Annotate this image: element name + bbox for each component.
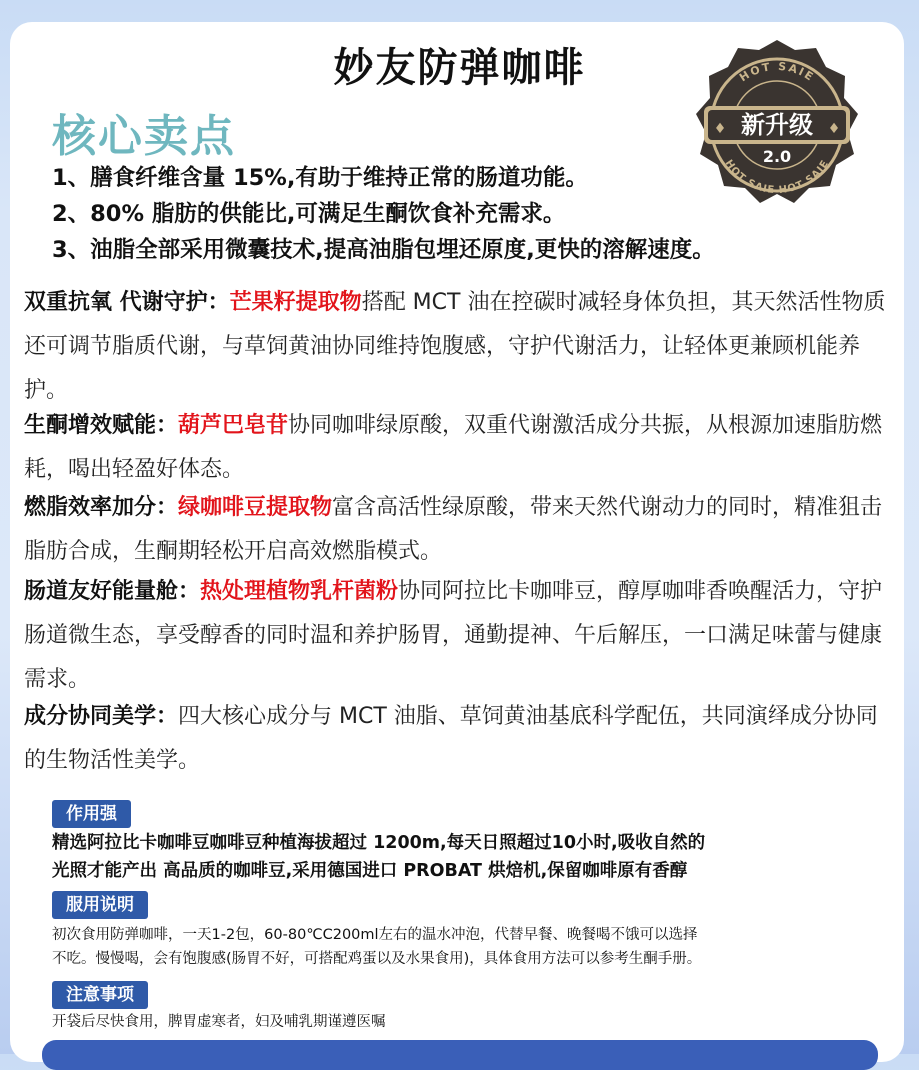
- section-tag-usage: 服用说明: [52, 891, 148, 919]
- feature-paragraph: 燃脂效率加分：绿咖啡豆提取物富含高活性绿原酸，带来天然代谢动力的同时，精准狙击脂肪合成，生酮期轻松开启高效燃脂模式。: [24, 495, 883, 564]
- section-tag-effect: 作用强: [52, 800, 131, 828]
- section-text-usage: 初次食用防弹咖啡，一天1-2包，60-80℃C200ml左右的温水冲泡，代替早餐、晚餐喝不饿可以选择 不吃。慢慢喝，会有饱腹感(肠胃不好，可搭配鸡蛋以及水果食用)，具体食用方法可以参考生酮手册。: [52, 927, 702, 967]
- badge-version: 2.0: [762, 147, 792, 166]
- feature-paragraph: 生酮增效赋能：葫芦巴皂苷协同咖啡绿原酸，双重代谢激活成分共振，从根源加速脂肪燃耗，喝出轻盈好体态。: [24, 413, 883, 482]
- upgrade-badge: [688, 36, 866, 214]
- section-text-caution: 开袋后尽快食用，脾胃虚寒者，妇及哺乳期谨遵医嘱: [52, 1014, 386, 1030]
- badge-top-text: HOT SAIE: [737, 59, 817, 85]
- flame-icon: ♦: [713, 121, 727, 137]
- bottom-banner-edge: [42, 1040, 878, 1070]
- badge-bottom-text: HOT SAIE HOT SAIE: [722, 158, 832, 197]
- feature-paragraph: 成分协同美学：四大核心成分与 MCT 油脂、草饲黄油基底科学配伍，共同演绎成分协同的生物活性美学。: [24, 704, 878, 773]
- feature-paragraph: 双重抗氧 代谢守护：芒果籽提取物搭配 MCT 油在控碳时减轻身体负担，其天然活性物质还可调节脂质代谢，与草饲黄油协同维持饱腹感，守护代谢活力，让轻体更兼顾机能养护。: [24, 290, 886, 403]
- section-text-effect: 精选阿拉比卡咖啡豆咖啡豆种植海拔超过 1200m,每天日照超过10小时,吸收自然的 光照才能产出 高品质的咖啡豆,采用德国进口 PROBAT 烘焙机,保留咖啡原有香醇: [52, 833, 706, 881]
- selling-points-list: [52, 160, 715, 268]
- badge-main-text: 新升级: [741, 111, 813, 139]
- selling-points-heading: 核心卖点: [52, 111, 236, 162]
- selling-point: 2、80% 脂肪的供能比,可满足生酮饮食补充需求。: [52, 201, 566, 227]
- flame-icon: ♦: [827, 121, 841, 137]
- selling-point: 3、油脂全部采用微囊技术,提高油脂包埋还原度,更快的溶解速度。: [52, 237, 715, 263]
- page-title: 妙友防弹咖啡: [333, 45, 586, 91]
- section-tag-caution: 注意事项: [52, 981, 148, 1009]
- selling-point: 1、膳食纤维含量 15%,有助于维持正常的肠道功能。: [52, 165, 588, 191]
- feature-paragraph: 肠道友好能量舱：热处理植物乳杆菌粉协同阿拉比卡咖啡豆，醇厚咖啡香唤醒活力，守护肠道微生态，享受醇香的同时温和养护肠胃，通勤提神、午后解压，一口满足味蕾与健康需求。: [24, 579, 883, 692]
